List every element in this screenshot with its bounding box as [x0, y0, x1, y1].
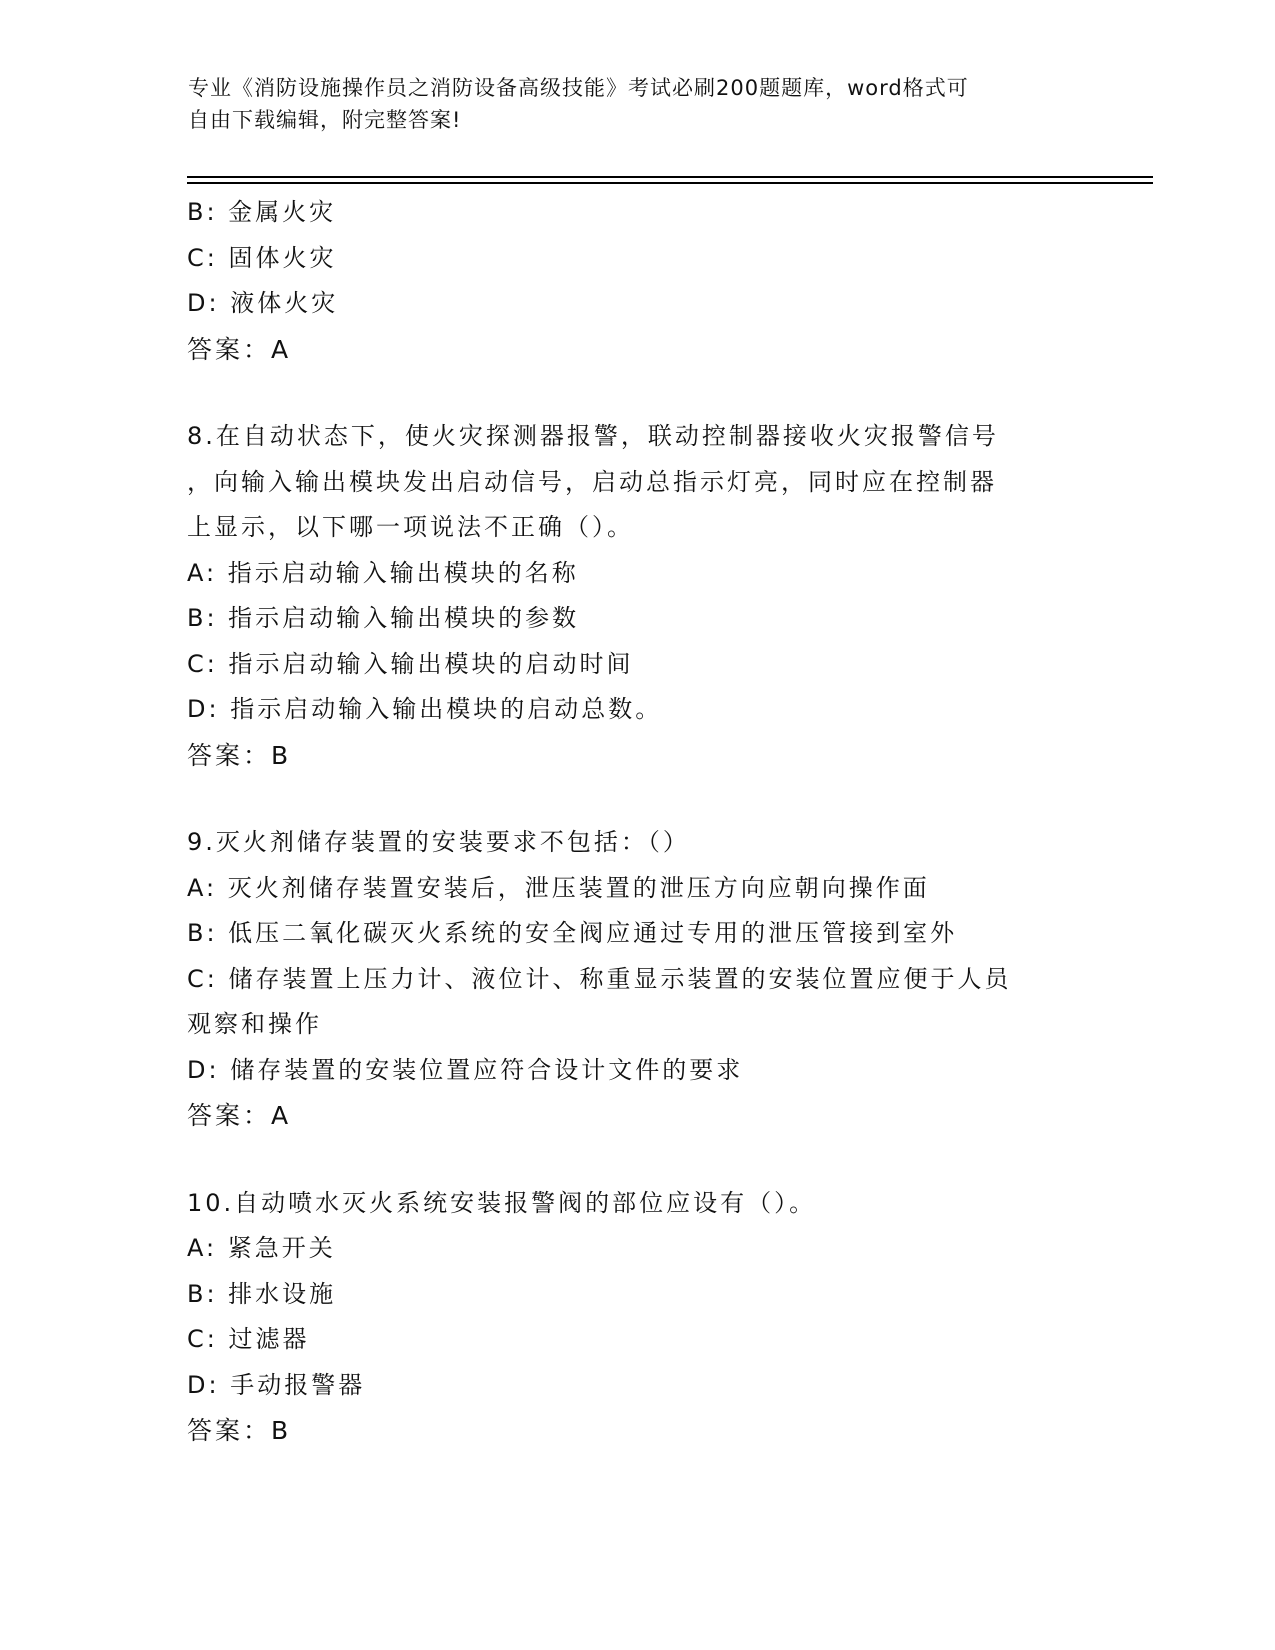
answer-line: 答案：B	[187, 1416, 292, 1445]
spacer	[187, 372, 1087, 414]
answer-line: 答案：A	[187, 334, 292, 364]
option-a: A: 灭火剂储存装置安装后，泄压装置的泄压方向应朝向操作面	[187, 873, 930, 902]
question-9	[187, 820, 1087, 1139]
option-c: C: 过滤器	[187, 1325, 310, 1353]
option-b: B: 排水设施	[187, 1279, 337, 1308]
option-d: D: 液体火灾	[187, 289, 339, 317]
answer-line: 答案：B	[187, 740, 292, 770]
option-c: C: 指示启动输入输出模块的启动时间	[187, 649, 634, 678]
option-c: C: 固体火灾	[187, 243, 337, 272]
spacer	[187, 1139, 1087, 1181]
header-divider-bottom	[187, 182, 1153, 184]
previous-question	[187, 190, 1087, 372]
answer-line: 答案：A	[187, 1101, 292, 1130]
option-d: D: 手动报警器	[187, 1370, 366, 1399]
header-line-2: 自由下载编辑，附完整答案!	[188, 108, 462, 132]
spacer	[187, 778, 1087, 820]
question-stem-line: 10.自动喷水灭火系统安装报警阀的部位应设有（）。	[187, 1188, 817, 1217]
question-10	[187, 1181, 1087, 1454]
document-header	[188, 72, 1068, 136]
option-c-continuation: 观察和操作	[187, 1010, 322, 1038]
option-a: A: 指示启动输入输出模块的名称	[187, 558, 579, 587]
question-8	[187, 414, 1087, 778]
option-d: D: 储存装置的安装位置应符合设计文件的要求	[187, 1055, 744, 1084]
question-stem-line: 9.灭火剂储存装置的安装要求不包括：（）	[187, 828, 690, 856]
question-content	[187, 190, 1087, 1454]
option-b: B: 金属火灾	[187, 198, 337, 226]
header-divider-top	[187, 176, 1153, 178]
header-line-1: 专业《消防设施操作员之消防设备高级技能》考试必刷200题题库，word格式可	[188, 76, 969, 100]
option-b: B: 低压二氧化碳灭火系统的安全阀应通过专用的泄压管接到室外	[187, 919, 958, 947]
option-d: D: 指示启动输入输出模块的启动总数。	[187, 695, 663, 723]
question-stem-line: ，向输入输出模块发出启动信号，启动总指示灯亮，同时应在控制器	[187, 467, 997, 496]
option-b: B: 指示启动输入输出模块的参数	[187, 604, 580, 632]
question-stem-line: 8.在自动状态下，使火灾探测器报警，联动控制器接收火灾报警信号	[187, 422, 999, 450]
question-stem-line: 上显示，以下哪一项说法不正确（）。	[187, 513, 634, 541]
option-c: C: 储存装置上压力计、液位计、称重显示装置的安装位置应便于人员	[187, 964, 1012, 993]
option-a: A: 紧急开关	[187, 1234, 336, 1262]
